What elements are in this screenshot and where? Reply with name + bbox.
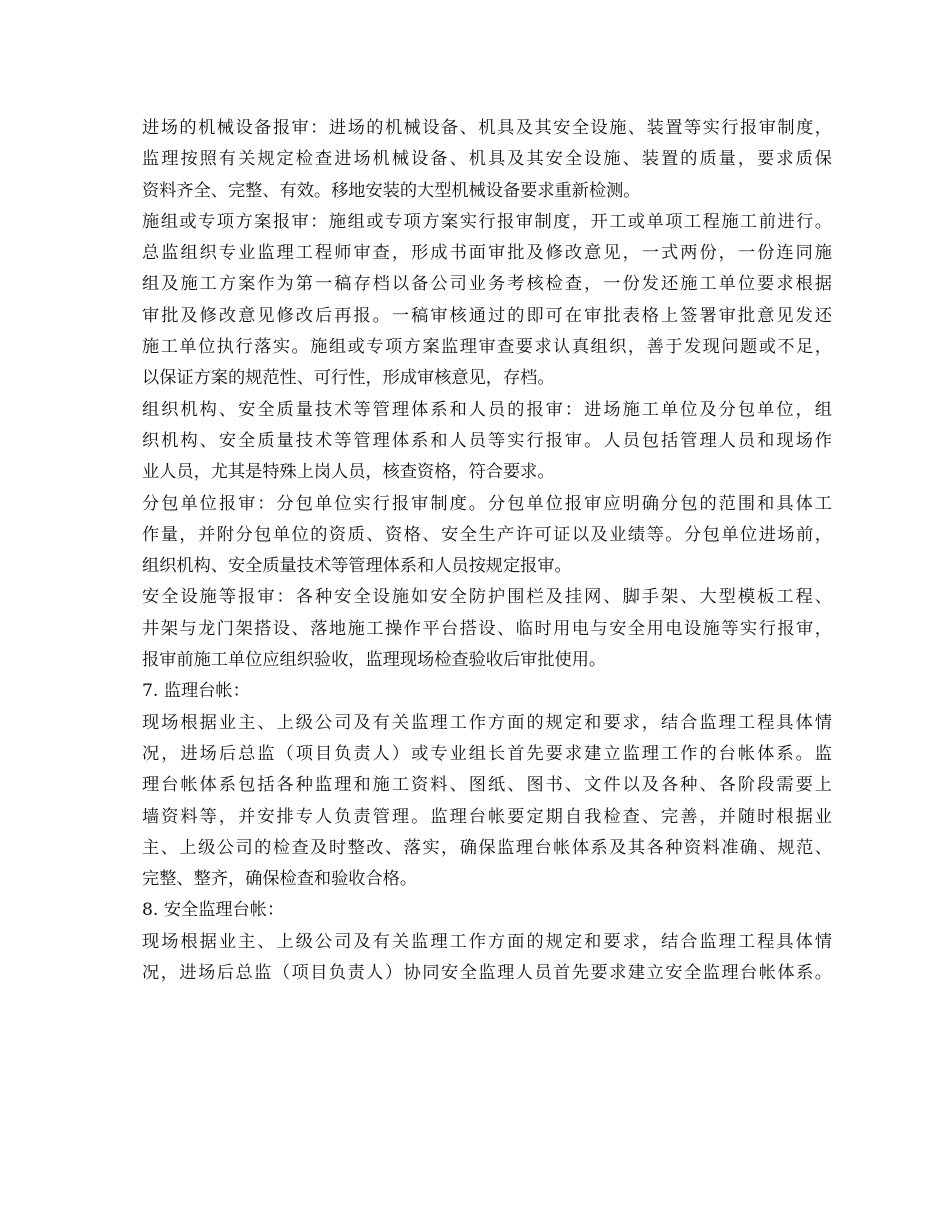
document-body: [142, 113, 832, 989]
text-line: 7. 监理台帐：: [142, 681, 250, 702]
text-line: 组织机构、安全质量技术等管理体系和人员的报审：进场施工单位及分包单位，组: [142, 399, 832, 420]
text-line: 8. 安全监理台帐：: [142, 900, 285, 921]
text-line: 审批及修改意见修改后再报。一稿审核通过的即可在审批表格上签署审批意见发还: [142, 305, 832, 326]
text-line: 现场根据业主、上级公司及有关监理工作方面的规定和要求，结合监理工程具体情: [142, 712, 832, 733]
text-line: 井架与龙门架搭设、落地施工操作平台搭设、临时用电与安全用电设施等实行报审，: [142, 618, 832, 639]
text-line: 安全设施等报审：各种安全设施如安全防护围栏及挂网、脚手架、大型模板工程、: [142, 587, 832, 608]
text-line: 监理按照有关规定检查进场机械设备、机具及其安全设施、装置的质量，要求质保: [142, 149, 832, 170]
text-line: 现场根据业主、上级公司及有关监理工作方面的规定和要求，结合监理工程具体情: [142, 931, 832, 952]
text-line: 墙资料等，并安排专人负责管理。监理台帐要定期自我检查、完善，并随时根据业: [142, 806, 832, 827]
text-line: 资料齐全、完整、有效。移地安装的大型机械设备要求重新检测。: [142, 180, 641, 201]
text-line: 报审前施工单位应组织验收，监理现场检查验收后审批使用。: [142, 650, 607, 671]
text-line: 施组或专项方案报审：施组或专项方案实行报审制度，开工或单项工程施工前进行。: [142, 211, 832, 232]
text-line: 组织机构、安全质量技术等管理体系和人员按规定报审。: [142, 556, 572, 577]
text-line: 施工单位执行落实。施组或专项方案监理审查要求认真组织，善于发现问题或不足，: [142, 337, 832, 358]
text-line: 总监组织专业监理工程师审查，形成书面审批及修改意见，一式两份，一份连同施: [142, 243, 832, 264]
text-line: 织机构、安全质量技术等管理体系和人员等实行报审。人员包括管理人员和现场作: [142, 430, 832, 451]
text-line: 理台帐体系包括各种监理和施工资料、图纸、图书、文件以及各种、各阶段需要上: [142, 775, 832, 796]
text-line: 作量，并附分包单位的资质、资格、安全生产许可证以及业绩等。分包单位进场前，: [142, 524, 832, 545]
text-line: 况，进场后总监（项目负责人）协同安全监理人员首先要求建立安全监理台帐体系。: [142, 963, 832, 984]
text-line: 分包单位报审：分包单位实行报审制度。分包单位报审应明确分包的范围和具体工: [142, 493, 832, 514]
text-line: 进场的机械设备报审：进场的机械设备、机具及其安全设施、装置等实行报审制度，: [142, 118, 832, 138]
text-line: 以保证方案的规范性、可行性，形成审核意见，存档。: [142, 368, 555, 389]
text-line: 完整、整齐，确保检查和验收合格。: [142, 869, 418, 890]
text-line: 组及施工方案作为第一稿存档以备公司业务考核检查，一份发还施工单位要求根据: [142, 274, 832, 295]
text-line: 况，进场后总监（项目负责人）或专业组长首先要求建立监理工作的台帐体系。监: [142, 743, 832, 764]
text-line: 主、上级公司的检查及时整改、落实，确保监理台帐体系及其各种资料准确、规范、: [142, 837, 832, 858]
text-line: 业人员，尤其是特殊上岗人员，核查资格，符合要求。: [142, 462, 555, 483]
